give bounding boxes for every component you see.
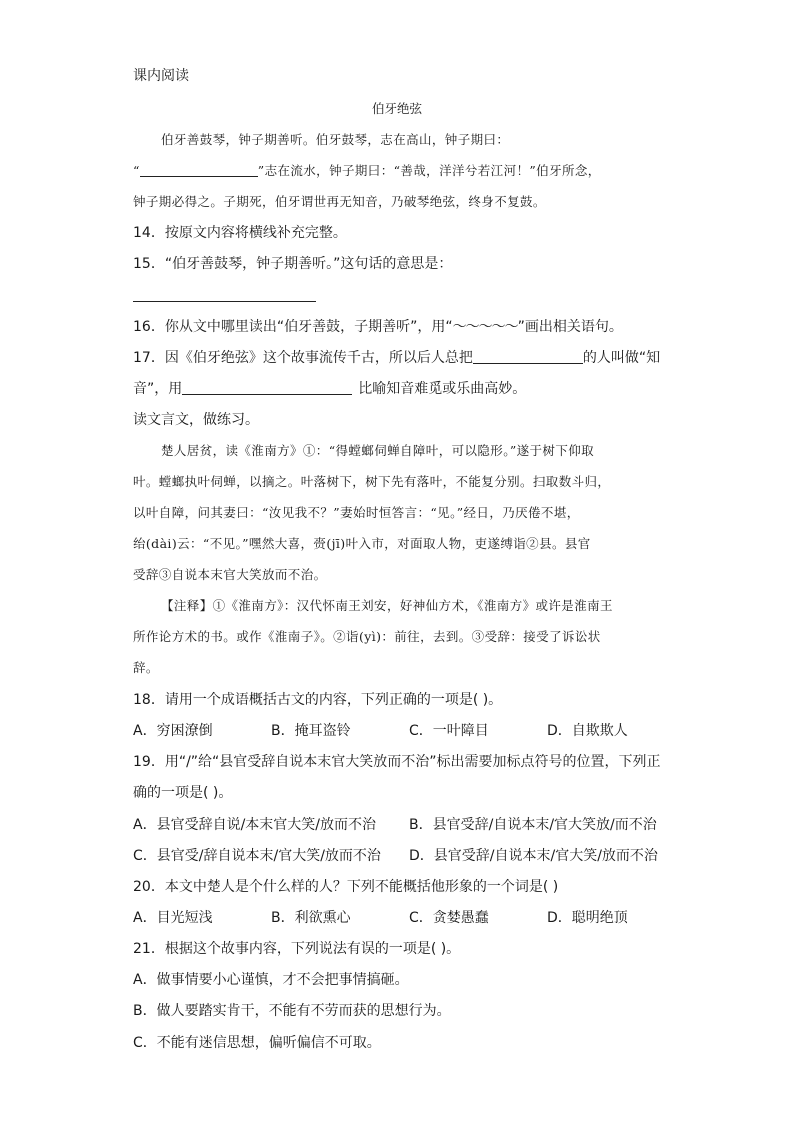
classical-text-line-2: 叶。螳螂执叶伺蝉，以摘之。叶落树下，树下先有落叶，不能复分别。扫取数斗归， xyxy=(133,474,611,489)
question-18: 18．请用一个成语概括古文的内容，下列正确的一项是( )。 xyxy=(133,692,503,708)
classical-text-line-1: 楚人居贫，读《淮南方》①：“得螳螂伺蝉自障叶，可以隐形。”遂于树下仰取 xyxy=(161,443,595,458)
answer-blank-q17-a[interactable] xyxy=(473,349,583,364)
q19-option-c[interactable]: C．县官受/辞自说本末/官大笑/放而不治 xyxy=(133,848,381,864)
answer-line-q15[interactable] xyxy=(133,286,316,306)
q21-option-a[interactable]: A．做事情要小心谨慎，才不会把事情搞砸。 xyxy=(133,972,409,988)
passage-line-3: 钟子期必得之。子期死，伯牙谓世再无知音，乃破琴绝弦，终身不复鼓。 xyxy=(133,194,546,209)
classical-text-line-4: 绐(dài)云：“不见。”嘿然大喜，赍(jī)叶入市，对面取人物，吏遂缚诣②县。县官 xyxy=(133,536,591,551)
passage-title: 伯牙绝弦 xyxy=(371,101,422,116)
q18-option-d[interactable]: D．自欺欺人 xyxy=(547,723,628,739)
annotation-line-2: 所作论方术的书。或作《淮南子》。②诣(yì)：前往，去到。③受辞：接受了诉讼状 xyxy=(133,629,601,644)
annotation-line-3: 辞。 xyxy=(133,660,159,675)
question-15: 15．“伯牙善鼓琴，钟子期善听。”这句话的意思是： xyxy=(133,256,453,272)
question-17-line-1: 17．因《伯牙绝弦》这个故事流传千古，所以后人总把 的人叫做“知 xyxy=(133,350,661,366)
q21-option-b[interactable]: B．做人要踏实肯干，不能有不劳而获的思想行为。 xyxy=(133,1003,451,1019)
q18-option-a[interactable]: A．穷困潦倒 xyxy=(133,723,213,739)
wavy-underline-mark: ～～～～～ xyxy=(452,319,518,335)
question-19-line-2: 确的一项是( )。 xyxy=(133,785,233,801)
section-heading-classical-reading: 读文言文，做练习。 xyxy=(133,412,259,428)
question-16: 16．你从文中哪里读出“伯牙善鼓，子期善听”，用“～～～～～”画出相关语句。 xyxy=(133,319,623,335)
q19-option-a[interactable]: A．县官受辞自说/本末官大笑/放而不治 xyxy=(133,817,377,833)
question-19-line-1: 19．用“/”给“县官受辞自说本末官大笑放而不治”标出需要加标点符号的位置，下列正 xyxy=(133,754,661,770)
question-21: 21．根据这个故事内容，下列说法有误的一项是( )。 xyxy=(133,941,461,957)
q18-option-b[interactable]: B．掩耳盗铃 xyxy=(271,723,351,739)
q18-option-c[interactable]: C．一叶障目 xyxy=(409,723,489,739)
q20-option-c[interactable]: C．贪婪愚蠢 xyxy=(409,910,489,926)
question-14: 14．按原文内容将横线补充完整。 xyxy=(133,225,347,241)
classical-text-line-3: 以叶自障，问其妻曰：“汝见我不？”妻始时恒答言：“见。”经日，乃厌倦不堪， xyxy=(133,505,580,520)
answer-blank-q17-b[interactable] xyxy=(182,380,352,395)
classical-text-line-5: 受辞③自说本末官大笑放而不治。 xyxy=(133,567,327,582)
fill-in-blank-line[interactable] xyxy=(140,162,258,177)
q19-option-b[interactable]: B．县官受辞/自说本末/官大笑放/而不治 xyxy=(409,817,657,833)
passage-line-2: “ ”志在流水，钟子期曰：“善哉，洋洋兮若江河！”伯牙所念， xyxy=(133,163,601,178)
annotation-line-1: 【注释】①《淮南方》：汉代怀南王刘安，好神仙方术，《淮南方》或许是淮南王 xyxy=(161,598,613,613)
q21-option-c[interactable]: C．不能有迷信思想，偏听偏信不可取。 xyxy=(133,1035,381,1051)
q20-option-b[interactable]: B．利欲熏心 xyxy=(271,910,351,926)
q20-option-a[interactable]: A．目光短浅 xyxy=(133,910,213,926)
question-20: 20．本文中楚人是个什么样的人？下列不能概括他形象的一个词是( ) xyxy=(133,879,559,895)
q20-option-d[interactable]: D．聪明绝顶 xyxy=(547,910,628,926)
q19-option-d[interactable]: D．县官受辞/自说本末/官大笑/放而不治 xyxy=(409,848,658,864)
question-17-line-2: 音”，用 比喻知音难觅或乐曲高妙。 xyxy=(133,381,527,397)
passage-line-1: 伯牙善鼓琴，钟子期善听。伯牙鼓琴，志在高山，钟子期曰： xyxy=(161,132,510,147)
section-heading-in-class-reading: 课内阅读 xyxy=(133,68,189,84)
